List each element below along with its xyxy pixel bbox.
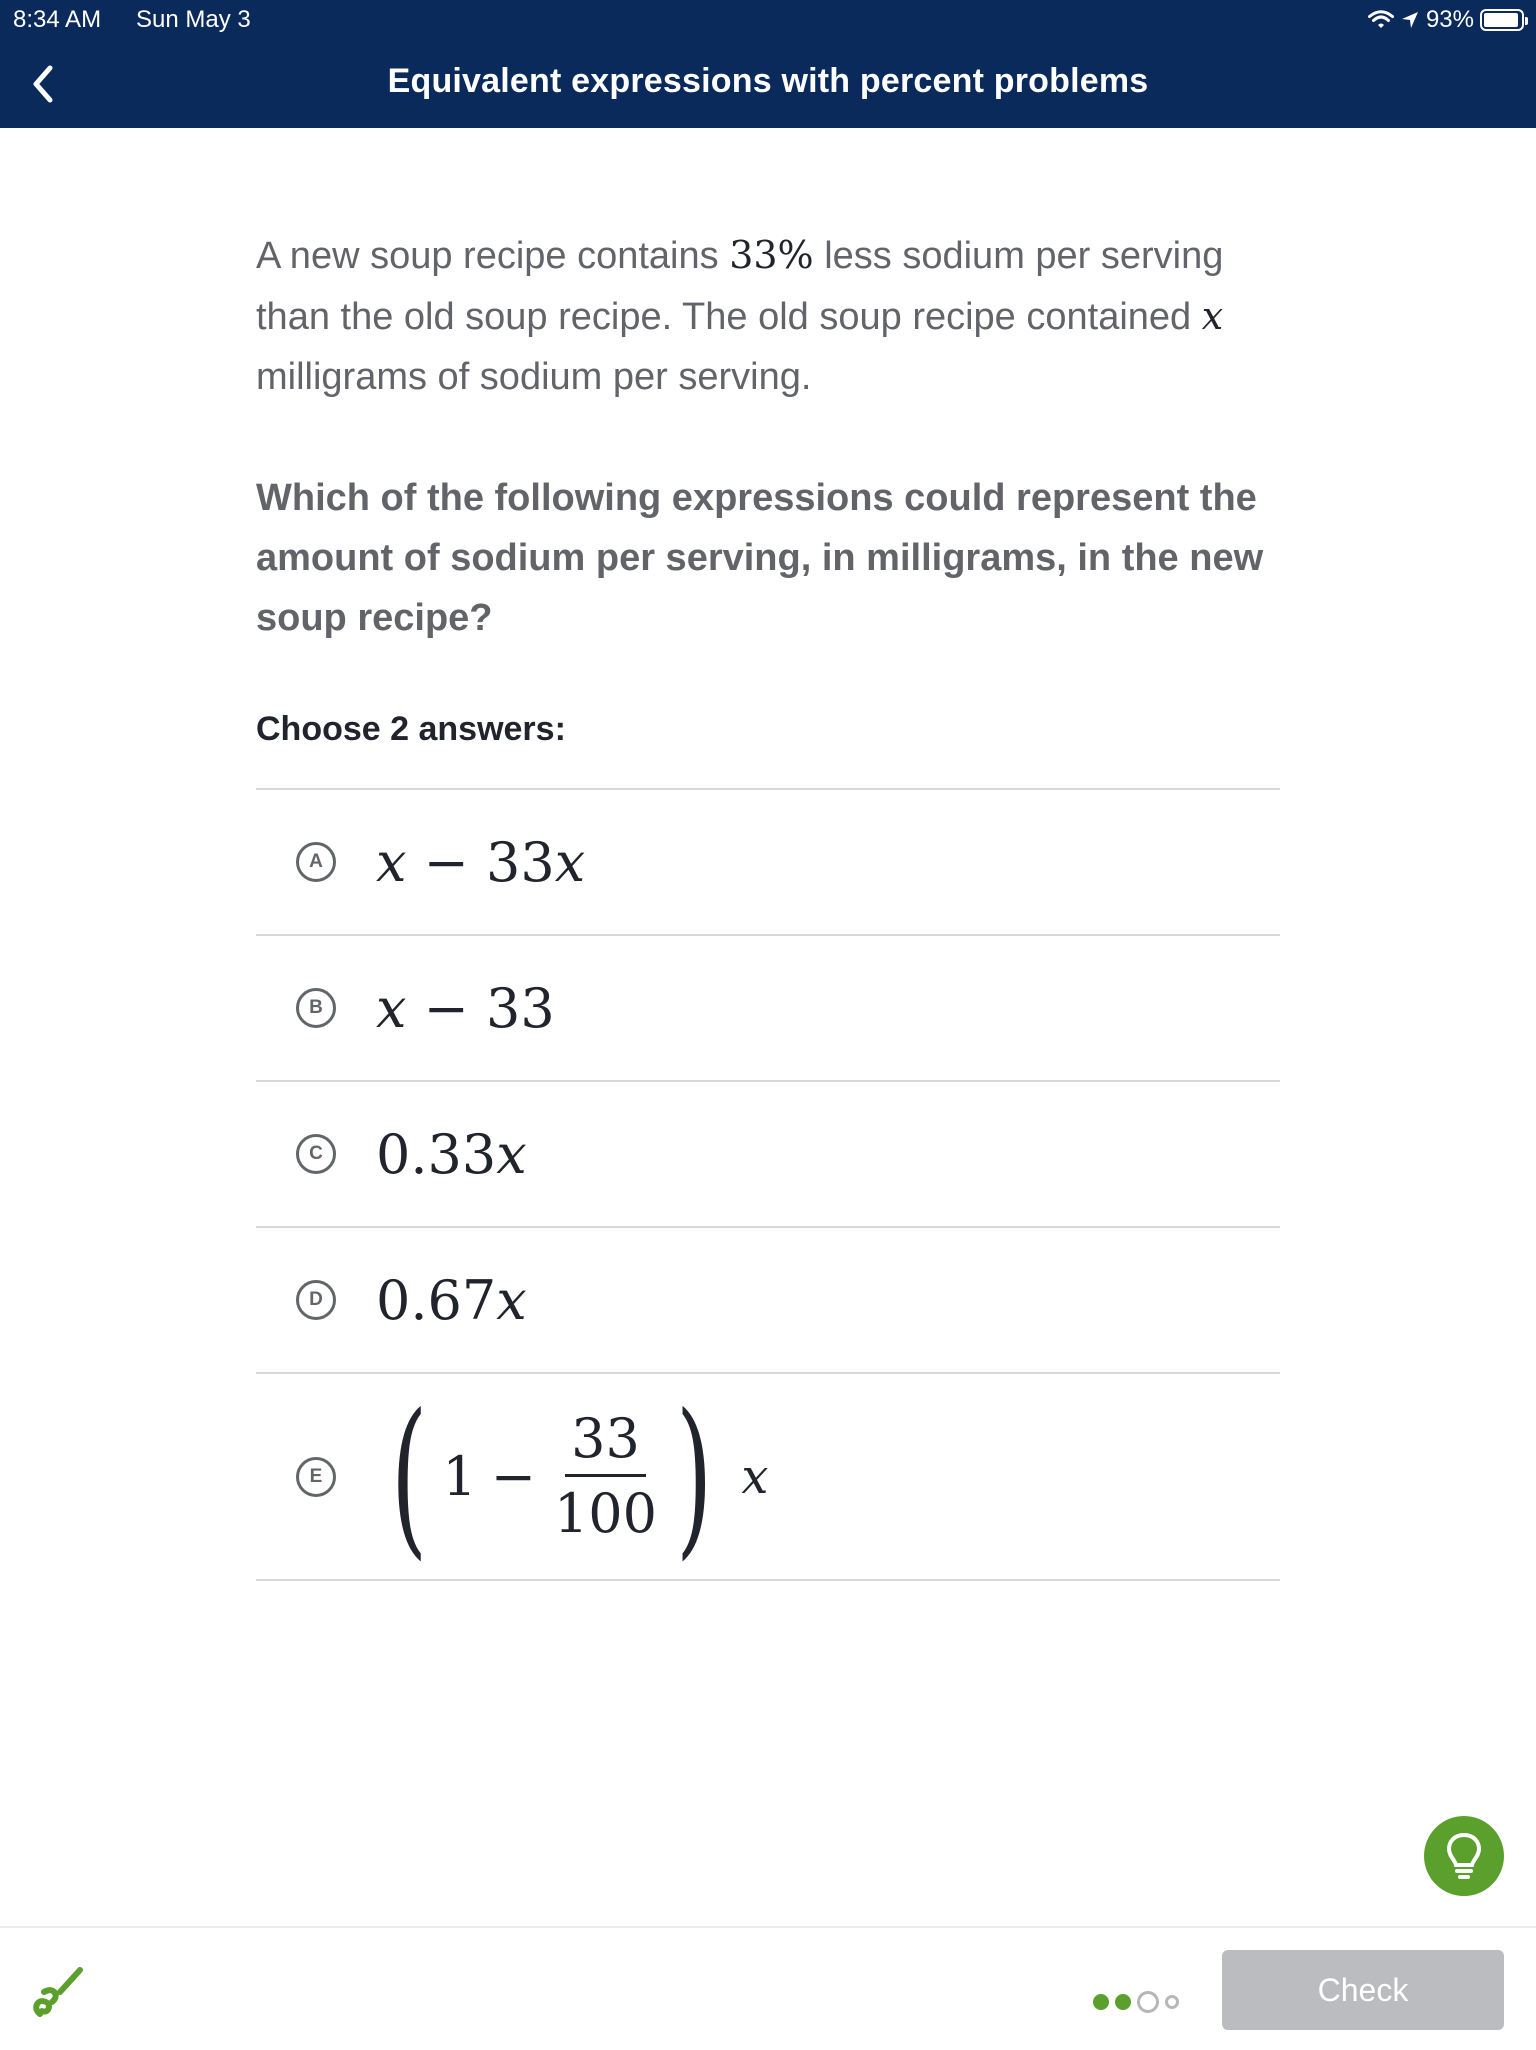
check-button[interactable]: Check <box>1222 1950 1504 2030</box>
choice-e[interactable] <box>256 1374 1280 1581</box>
progress-dots <box>1093 1991 1179 2013</box>
status-indicators <box>1368 4 1524 36</box>
choice-d[interactable] <box>256 1228 1280 1374</box>
choice-c[interactable] <box>256 1082 1280 1228</box>
choice-expression-b: x − 33 <box>376 976 555 1040</box>
prompt-text-3: milligrams of sodium per serving. <box>256 356 812 398</box>
fraction-denominator: 100 <box>553 1482 658 1545</box>
choice-expression-e: ( 1 − $\frac{33}{100}$ ) x <box>390 1377 769 1576</box>
wifi-icon <box>1368 10 1394 30</box>
choice-letter-c: C <box>296 1134 336 1174</box>
right-paren: ) <box>675 1377 713 1576</box>
problem-question: Which of the following expressions could represent the amount of sodium per serving, in milligrams, in the new soup recipe? <box>256 477 1264 639</box>
bottom-bar <box>0 1926 1536 2050</box>
battery-icon <box>1480 9 1524 31</box>
hint-button[interactable] <box>1424 1816 1504 1896</box>
progress-dot-3 <box>1137 1991 1159 2013</box>
fraction-numerator: 33 <box>565 1412 646 1477</box>
choice-expression-c: 0.33x <box>376 1122 527 1186</box>
location-arrow-icon <box>1400 10 1420 30</box>
choice-letter-e: E <box>296 1457 336 1497</box>
prompt-text-1: A new soup recipe contains <box>256 235 730 277</box>
prompt-variable: x <box>1201 294 1224 338</box>
choice-letter-a: A <box>296 842 336 882</box>
answer-choices <box>256 788 1280 1581</box>
status-time: 8:34 AM <box>13 6 102 33</box>
prompt-text-2: less sodium per serving than the old soup recipe. The old soup recipe contained <box>256 235 1224 338</box>
prompt-percent: 33% <box>729 233 814 277</box>
choice-letter-b: B <box>296 988 336 1028</box>
top-bar <box>0 0 1536 128</box>
battery-percent: 93% <box>1425 6 1474 33</box>
progress-dot-2 <box>1115 1994 1131 2010</box>
page-title: Equivalent expressions with percent problems <box>387 62 1149 100</box>
answer-instruction: Choose 2 answers: <box>256 710 566 748</box>
lightbulb-icon <box>1442 1831 1486 1881</box>
problem-prompt <box>256 225 1280 407</box>
fraction <box>553 1407 658 1545</box>
progress-dot-1 <box>1093 1994 1109 2010</box>
choice-expression-a: x − 33x <box>376 830 586 894</box>
choice-b[interactable] <box>256 936 1280 1082</box>
khan-academy-logo-icon <box>30 1962 86 2022</box>
left-paren: ( <box>390 1377 428 1576</box>
progress-dot-4 <box>1165 1995 1179 2009</box>
choice-expression-d: 0.67x <box>376 1268 527 1332</box>
status-date: Sun May 3 <box>136 6 251 33</box>
choice-letter-d: D <box>296 1280 336 1320</box>
choice-a[interactable] <box>256 790 1280 936</box>
